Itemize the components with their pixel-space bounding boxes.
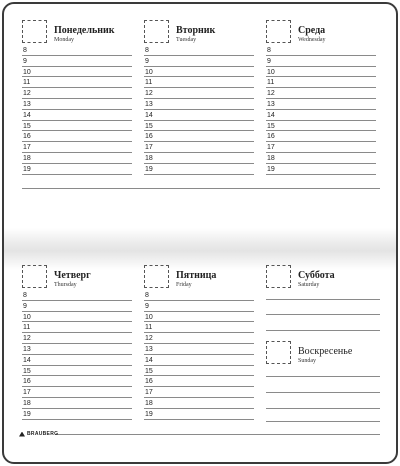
hour-slot[interactable]: 15 xyxy=(144,366,254,377)
hour-slot[interactable]: 10 xyxy=(144,67,254,78)
hour-slot[interactable]: 17 xyxy=(22,142,132,153)
page-fold xyxy=(4,228,396,270)
hour-slot[interactable]: 18 xyxy=(266,153,376,164)
day-name-monday: Понедельник xyxy=(54,25,115,36)
hour-slot[interactable]: 8 xyxy=(22,290,132,301)
hour-slot[interactable]: 19 xyxy=(266,164,376,175)
hour-slot[interactable]: 12 xyxy=(22,333,132,344)
date-box-thursday[interactable] xyxy=(22,265,47,288)
day-name-tuesday: Вторник xyxy=(176,25,216,36)
hour-slot[interactable]: 12 xyxy=(144,333,254,344)
hour-slot[interactable]: 10 xyxy=(266,67,376,78)
notes-line[interactable] xyxy=(22,188,380,189)
day-name-en-sunday: Sunday xyxy=(298,358,316,364)
hour-slot[interactable]: 19 xyxy=(144,164,254,175)
sunday-line[interactable] xyxy=(266,408,380,409)
hour-slot[interactable]: 14 xyxy=(144,355,254,366)
hour-slot[interactable]: 13 xyxy=(144,344,254,355)
hour-slot[interactable]: 10 xyxy=(144,312,254,323)
brand-logo xyxy=(19,431,58,437)
hour-slot[interactable]: 13 xyxy=(266,99,376,110)
hour-slot[interactable]: 19 xyxy=(22,409,132,420)
hour-slot[interactable]: 18 xyxy=(22,398,132,409)
hour-slot[interactable]: 14 xyxy=(144,110,254,121)
day-name-friday: Пятница xyxy=(176,270,217,281)
day-name-en-saturday: Saturday xyxy=(298,282,320,288)
hour-slot[interactable]: 15 xyxy=(22,121,132,132)
hour-slot[interactable]: 8 xyxy=(266,45,376,56)
saturday-line[interactable] xyxy=(266,330,380,331)
hour-slots xyxy=(144,45,254,175)
saturday-line[interactable] xyxy=(266,299,380,300)
hour-slot[interactable]: 14 xyxy=(22,110,132,121)
hour-slot[interactable]: 8 xyxy=(22,45,132,56)
sunday-line[interactable] xyxy=(266,392,380,393)
footer-line xyxy=(55,434,380,435)
hour-slot[interactable]: 12 xyxy=(22,88,132,99)
hour-slot[interactable]: 18 xyxy=(144,153,254,164)
hour-slots xyxy=(266,45,376,175)
hour-slot[interactable]: 11 xyxy=(144,322,254,333)
hour-slot[interactable]: 11 xyxy=(22,77,132,88)
sunday-line[interactable] xyxy=(266,421,380,422)
hour-slot[interactable]: 14 xyxy=(22,355,132,366)
hour-slot[interactable]: 15 xyxy=(144,121,254,132)
hour-slot[interactable]: 9 xyxy=(22,56,132,67)
hour-slot[interactable]: 16 xyxy=(144,376,254,387)
hour-slots xyxy=(22,290,132,420)
hour-slot[interactable]: 19 xyxy=(144,409,254,420)
hour-slot[interactable]: 11 xyxy=(266,77,376,88)
hour-slot[interactable]: 15 xyxy=(266,121,376,132)
hour-slot[interactable]: 10 xyxy=(22,312,132,323)
hour-slot[interactable]: 10 xyxy=(22,67,132,78)
hour-slot[interactable]: 19 xyxy=(22,164,132,175)
hour-slot[interactable]: 11 xyxy=(144,77,254,88)
brand-name: BRAUBERG xyxy=(27,431,59,437)
hour-slot[interactable]: 8 xyxy=(144,45,254,56)
hour-slot[interactable]: 16 xyxy=(22,376,132,387)
day-name-sunday: Воскресенье xyxy=(298,346,353,357)
hour-slot[interactable]: 15 xyxy=(22,366,132,377)
hour-slot[interactable]: 12 xyxy=(266,88,376,99)
date-box-sunday[interactable] xyxy=(266,341,291,364)
day-name-en-tuesday: Tuesday xyxy=(176,37,197,43)
date-box-saturday[interactable] xyxy=(266,265,291,288)
hour-slot[interactable]: 16 xyxy=(144,131,254,142)
day-name-wednesday: Среда xyxy=(298,25,326,36)
hour-slot[interactable]: 17 xyxy=(144,387,254,398)
hour-slot[interactable]: 16 xyxy=(22,131,132,142)
date-box-tuesday[interactable] xyxy=(144,20,169,43)
hour-slot[interactable]: 13 xyxy=(22,99,132,110)
date-box-friday[interactable] xyxy=(144,265,169,288)
hour-slot[interactable]: 9 xyxy=(144,301,254,312)
sunday-line[interactable] xyxy=(266,376,380,377)
day-name-thursday: Четверг xyxy=(54,270,91,281)
date-box-monday[interactable] xyxy=(22,20,47,43)
hour-slot[interactable]: 9 xyxy=(144,56,254,67)
hour-slot[interactable]: 17 xyxy=(144,142,254,153)
date-box-wednesday[interactable] xyxy=(266,20,291,43)
hour-slot[interactable]: 13 xyxy=(22,344,132,355)
day-name-en-thursday: Thursday xyxy=(54,282,77,288)
hour-slots xyxy=(144,290,254,420)
hour-slot[interactable]: 8 xyxy=(144,290,254,301)
day-name-en-wednesday: Wednesday xyxy=(298,37,326,43)
hour-slot[interactable]: 18 xyxy=(22,153,132,164)
hour-slot[interactable]: 11 xyxy=(22,322,132,333)
hour-slot[interactable]: 17 xyxy=(266,142,376,153)
hour-slot[interactable]: 17 xyxy=(22,387,132,398)
hour-slot[interactable]: 13 xyxy=(144,99,254,110)
hour-slot[interactable]: 18 xyxy=(144,398,254,409)
day-name-en-friday: Friday xyxy=(176,282,192,288)
hour-slots xyxy=(22,45,132,175)
hour-slot[interactable]: 9 xyxy=(22,301,132,312)
saturday-line[interactable] xyxy=(266,314,380,315)
hour-slot[interactable]: 9 xyxy=(266,56,376,67)
day-name-en-monday: Monday xyxy=(54,37,74,43)
hour-slot[interactable]: 14 xyxy=(266,110,376,121)
hour-slot[interactable]: 16 xyxy=(266,131,376,142)
hour-slot[interactable]: 12 xyxy=(144,88,254,99)
triangle-logo-icon xyxy=(19,432,25,437)
day-name-saturday: Суббота xyxy=(298,270,335,281)
